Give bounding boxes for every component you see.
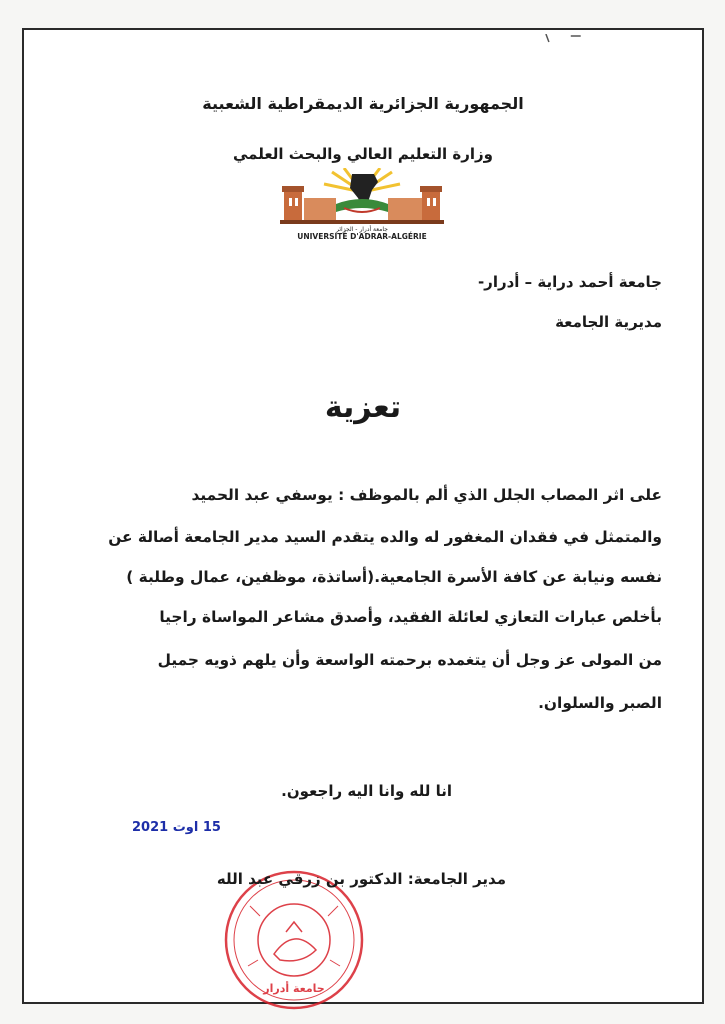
body-line-5: من المولى عز وجل أن يتغمده برحمته الواسعة وأن يلهم ذويه جميل: [157, 651, 662, 669]
closing-phrase: انا لله وانا اليه راجعون.: [281, 782, 452, 800]
logo-arabic-text: جامعة أدرار - الجزائر: [336, 226, 388, 233]
official-stamp-icon: [220, 866, 368, 1014]
header-ministry: وزارة التعليم العالي والبحث العلمي: [232, 145, 494, 163]
handwritten-date: 15 اوت 2021: [132, 820, 221, 835]
university-logo-icon: [274, 168, 450, 242]
header-republic: الجمهورية الجزائرية الديمقراطية الشعبية: [202, 94, 524, 113]
body-line-4: بأخلص عبارات التعازي لعائلة الفقيد، وأصدق مشاعر المواساة راجيا: [159, 608, 662, 626]
body-line-1: على اثر المصاب الجلل الذي ألم بالموظف : يوسفي عبد الحميد: [191, 486, 662, 504]
body-line-6: الصبر والسلوان.: [538, 694, 662, 712]
logo-latin-text: UNIVERSITÉ D'ADRAR-ALGÉRIE: [297, 232, 427, 241]
body-line-3: نفسه ونيابة عن كافة الأسرة الجامعية.(أساتذة، موظفين، عمال وطلبة ): [126, 568, 662, 586]
document-frame: [22, 28, 704, 1004]
signature-line: مدير الجامعة: الدكتور بن زرقي عبد الله: [216, 870, 506, 888]
body-line-2: والمتمثل في فقدان المغفور له والده يتقدم السيد مدير الجامعة أصالة عن: [108, 528, 662, 546]
sender-office: مديرية الجامعة: [555, 313, 662, 331]
stamp-text: جامعة أدرار: [263, 982, 325, 995]
sender-university: جامعة أحمد دراية – أدرار-: [477, 273, 662, 291]
document-title: تعزية: [324, 390, 402, 425]
top-edge-mark: [24, 34, 702, 44]
